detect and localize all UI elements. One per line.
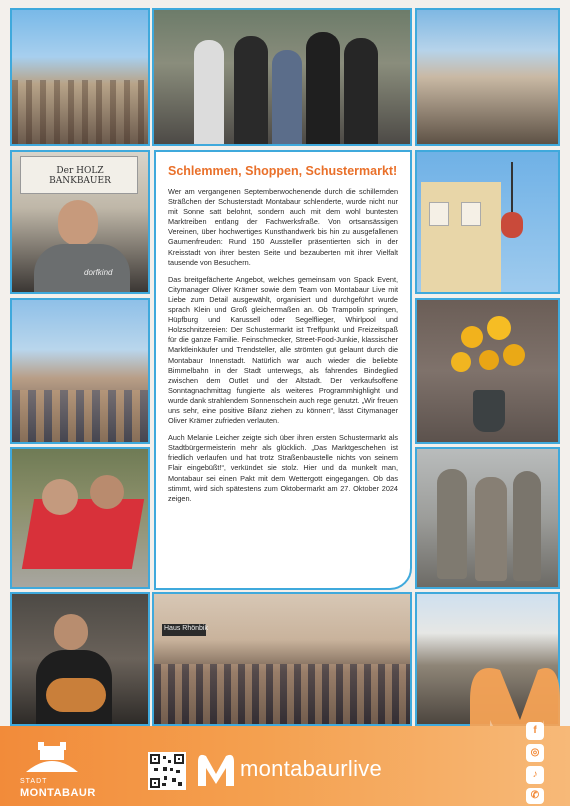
castle-icon	[22, 740, 82, 776]
photo-group-portrait	[152, 8, 412, 146]
footer-bar	[0, 726, 570, 806]
montabaurlive-m-icon	[196, 752, 236, 786]
whatsapp-icon[interactable]: ✆	[526, 788, 544, 804]
sign-text: Der HOLZ BANKBAUER	[49, 166, 111, 186]
instagram-icon[interactable]: ◎	[526, 744, 544, 762]
stadt-label: STADT	[20, 778, 48, 785]
article-paragraph-2: Das breitgefächerte Angebot, welches gemeinsam von Spack Event, Citymanager Oliver Krämer sowie dem Team von Montabaur Live mit Liebe zum Detail ausgewählt, organisiert und durchgeführt wurde sprach Klein und Groß gleichermaßen an. Ob Trampolin springen, Hüpfburg und Karussell oder Segelflieger, Whirlpool und Holzschnitzereien: Der Schustermarkt ist Treffpunkt und Freizeitspaß für die ganze Familie. Feinschmecker, Street-Food-Junkie, klassischer Marktleinkäufer und Trendsteller, alle strömten gut gelaunt durch die Montabaur Innenstadt. Natürlich war auch wieder die beliebte Bimmelbahn in der Stadt unterwegs, als fahrendes Bindeglied zwischen dem Outlet und der Altstadt. Der verkaufsoffene Sonntagnachmittag fungierte als weiteres Programmhighlight und wurde dank strahlendem Sonnenschein auch rege genutzt. „Wir freuen uns sehr, eine positive Bilanz ziehen zu können“, lässt Citymanager Oliver Krämer zufrieden verlauten.	[168, 274, 398, 426]
photo-market-crowd	[10, 298, 150, 444]
article-paragraph-1: Wer am vergangenen Septemberwochenende durch die schillernden Sträßchen der Schusterstadt Montabaur schlenderte, wurde nicht nur mit Sonne satt belohnt, sondern auch mit dem wohl buntesten Marktreiben entlang der Fachwerksfraße. Von ortsansässigen Vereinen, über hochwertiges Kunsthandwerk bis hin zu ausgefallenen Gaumenfreuden: Rund 150 Aussteller präsentierten sich in der Kreisstadt von ihrer besten Seite und bezauberten mit ihrer Vielfalt tausende von Besuchern.	[168, 187, 398, 267]
brand-wordmark: montabaurlive	[240, 756, 383, 781]
photo-statues	[415, 447, 560, 589]
tiktok-icon[interactable]: ♪	[526, 766, 544, 784]
photo-guitar-player	[10, 592, 150, 726]
article-title: Schlemmen, Shoppen, Schustermarkt!	[168, 164, 398, 178]
photo-street-market	[10, 8, 150, 146]
montabaur-label: MONTABAUR	[20, 787, 96, 799]
qr-code[interactable]	[148, 752, 186, 790]
facebook-icon[interactable]: f	[526, 722, 544, 740]
photo-sunflowers	[415, 298, 560, 444]
article-textbox	[154, 150, 412, 590]
photo-acrobat-building	[415, 150, 560, 294]
article-paragraph-3: Auch Melanie Leicher zeigte sich über ihren ersten Schustermarkt als Stadtbürgermeisterin mehr als glücklich. „Das Marktgeschehen ist friedlich verlaufen und hat trotz Straßenbaustelle nichts von seinem Flair eingebüßt!“, verkündet sie stolz. Hier und da munkelt man, Montabaur sei einen Pakt mit dem Wettergott eingegangen. Ob das stimmt, wird sich spätestens zum Oktobermarkt am 27. Oktober 2024 zeigen.	[168, 433, 398, 503]
photo-couple-deckchair	[10, 447, 150, 589]
shirt-text: dorfkind	[84, 268, 113, 277]
stadt-montabaur-logo	[16, 740, 106, 800]
photo-holzbankbauer	[10, 150, 150, 294]
photo-half-timbered-street	[415, 8, 560, 146]
photo-town-square-crowd	[152, 592, 412, 726]
shop-sign: Haus Rhönbik	[164, 625, 208, 632]
